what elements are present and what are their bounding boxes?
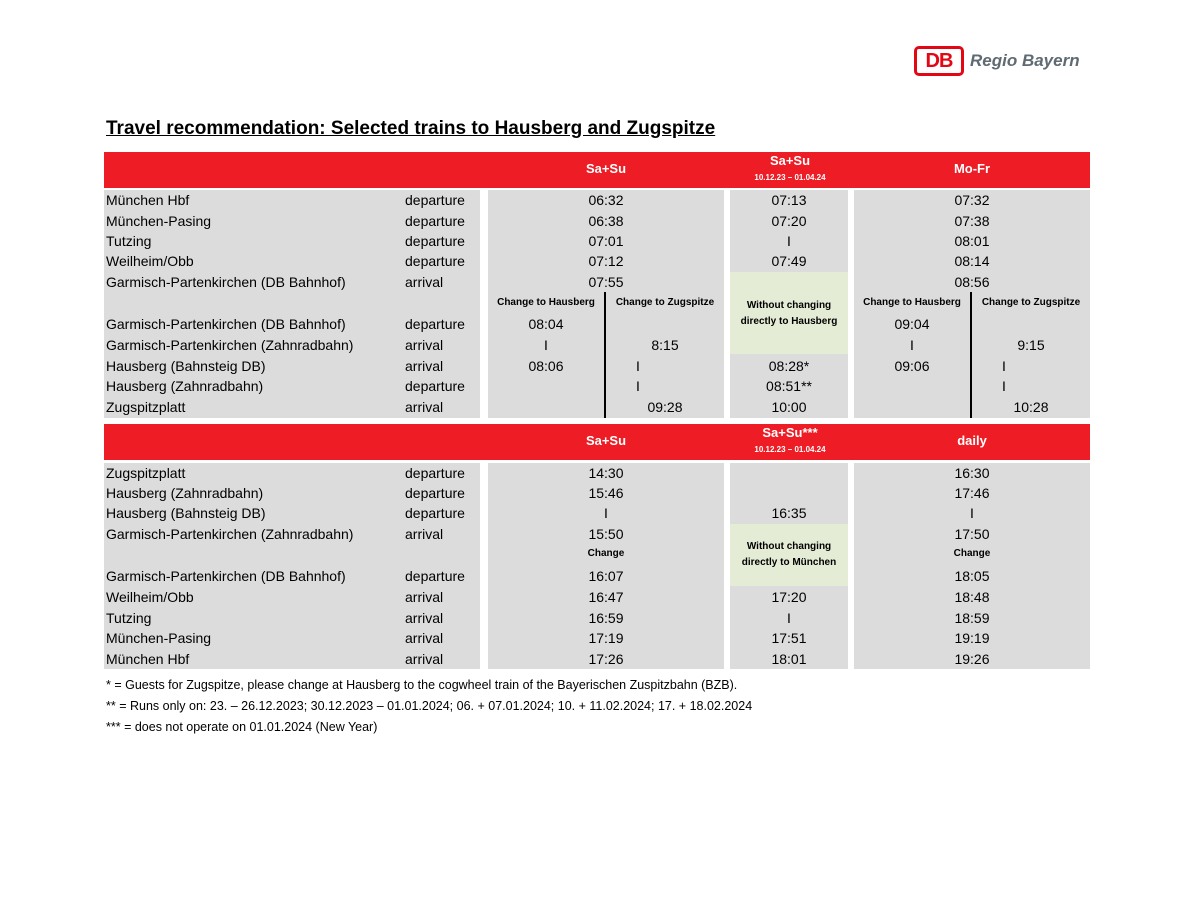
time-cell: 16:35 xyxy=(771,505,807,521)
event-type: departure xyxy=(405,465,465,481)
time-cell: I xyxy=(787,610,791,626)
time-cell: 17:51 xyxy=(771,630,807,646)
header-satsu-winter: Sa+Su*** xyxy=(762,425,818,440)
subheader-change-hausberg: Change to Hausberg xyxy=(863,297,961,308)
time-cell: 07:01 xyxy=(588,233,624,249)
station-label: Tutzing xyxy=(106,610,152,626)
time-cell: 07:12 xyxy=(588,253,624,269)
event-type: departure xyxy=(405,485,465,501)
time-cell: 08:04 xyxy=(528,316,564,332)
event-type: departure xyxy=(405,233,465,249)
time-cell: 17:26 xyxy=(588,651,624,667)
station-label: Garmisch-Partenkirchen (DB Bahnhof) xyxy=(106,568,346,584)
station-label: Weilheim/Obb xyxy=(106,589,194,605)
station-label: München-Pasing xyxy=(106,213,212,229)
header-satsu: Sa+Su xyxy=(585,433,627,448)
time-cell: 19:19 xyxy=(954,630,990,646)
time-cell: 08:51** xyxy=(766,378,812,394)
time-cell: 06:38 xyxy=(588,213,624,229)
time-cell: 08:56 xyxy=(954,274,990,290)
event-type: arrival xyxy=(405,651,444,667)
time-cell: 17:19 xyxy=(588,630,624,646)
time-cell: 16:30 xyxy=(954,465,990,481)
station-label: Garmisch-Partenkirchen (Zahnradbahn) xyxy=(106,526,354,542)
footnote-triple-star: *** = does not operate on 01.01.2024 (New Year) xyxy=(106,720,378,734)
station-label: Hausberg (Zahnradbahn) xyxy=(106,485,264,501)
time-cell: 14:30 xyxy=(588,465,624,481)
station-label: Hausberg (Bahnsteig DB) xyxy=(106,505,266,521)
event-type: departure xyxy=(405,316,465,332)
station-label: Garmisch-Partenkirchen (Zahnradbahn) xyxy=(106,337,354,353)
time-cell: 18:01 xyxy=(771,651,807,667)
time-cell: 09:28 xyxy=(647,399,683,415)
event-type: arrival xyxy=(405,630,444,646)
footnote-double-star: ** = Runs only on: 23. – 26.12.2023; 30.12.2023 – 01.01.2024; 06. + 07.01.2024; 10. + 11.02.2024; 17. + 18.02.2024 xyxy=(106,699,753,713)
direct-muenchen-label: Without changing directly to München xyxy=(741,541,837,568)
time-cell: 10:00 xyxy=(771,399,807,415)
event-type: arrival xyxy=(405,526,444,542)
time-cell: 08:06 xyxy=(528,358,564,374)
subheader-change-hausberg: Change to Hausberg xyxy=(497,297,595,308)
station-label: München-Pasing xyxy=(106,630,212,646)
station-label: Garmisch-Partenkirchen (DB Bahnhof) xyxy=(106,274,346,290)
station-label: Hausberg (Bahnsteig DB) xyxy=(106,358,266,374)
time-cell: 07:20 xyxy=(771,213,807,229)
station-label: München Hbf xyxy=(106,192,190,208)
time-cell: 17:50 xyxy=(954,526,990,542)
event-type: arrival xyxy=(405,589,444,605)
subheader-change: Change xyxy=(953,548,991,559)
event-type: arrival xyxy=(405,337,444,353)
time-cell: 17:46 xyxy=(954,485,990,501)
event-type: arrival xyxy=(405,274,444,290)
time-cell: 17:20 xyxy=(771,589,807,605)
time-cell: 07:38 xyxy=(954,213,990,229)
time-cell: 08:01 xyxy=(954,233,990,249)
time-cell: 19:26 xyxy=(954,651,990,667)
time-cell: I xyxy=(636,378,640,394)
header-satsu-winter-dates: 10.12.23 – 01.04.24 xyxy=(754,445,826,454)
header-daily: daily xyxy=(957,433,987,448)
event-type: arrival xyxy=(405,610,444,626)
time-cell: 18:48 xyxy=(954,589,990,605)
station-label: München Hbf xyxy=(106,651,190,667)
brand-name: Regio Bayern xyxy=(970,51,1080,70)
header-satsu: Sa+Su xyxy=(585,161,627,176)
time-cell: 8:15 xyxy=(651,337,679,353)
time-cell: I xyxy=(970,505,974,521)
direct-hausberg-label: Without changing directly to Hausberg xyxy=(740,300,838,327)
time-cell: 06:32 xyxy=(588,192,624,208)
time-cell: I xyxy=(604,505,608,521)
time-cell: 9:15 xyxy=(1017,337,1045,353)
event-type: departure xyxy=(405,253,465,269)
time-cell: I xyxy=(910,337,914,353)
time-cell: 10:28 xyxy=(1013,399,1049,415)
subheader-change-zugspitze: Change to Zugspitze xyxy=(981,297,1081,308)
time-cell: 16:59 xyxy=(588,610,624,626)
subheader-change: Change xyxy=(587,548,625,559)
time-cell: 08:28* xyxy=(768,358,810,374)
event-type: departure xyxy=(405,505,465,521)
time-cell: 18:05 xyxy=(954,568,990,584)
station-label: Zugspitzplatt xyxy=(106,399,186,415)
time-cell: I xyxy=(1002,358,1006,374)
event-type: departure xyxy=(405,378,465,394)
time-cell: 16:07 xyxy=(588,568,624,584)
event-type: departure xyxy=(405,213,465,229)
header-satsu-winter-dates: 10.12.23 – 01.04.24 xyxy=(754,173,826,182)
event-type: arrival xyxy=(405,399,444,415)
time-cell: I xyxy=(1002,378,1006,394)
event-type: departure xyxy=(405,192,465,208)
footnote-single-star: * = Guests for Zugspitze, please change at Hausberg to the cogwheel train of the Bayerischen Zuspitzbahn (BZB). xyxy=(106,678,738,692)
header-satsu-winter: Sa+Su xyxy=(769,153,811,168)
header-mofr: Mo-Fr xyxy=(953,161,991,176)
time-cell: 16:47 xyxy=(588,589,624,605)
db-logo-icon: DB xyxy=(914,46,964,76)
time-cell: I xyxy=(544,337,548,353)
station-label: Zugspitzplatt xyxy=(106,465,186,481)
event-type: arrival xyxy=(405,358,444,374)
time-cell: I xyxy=(636,358,640,374)
time-cell: 15:46 xyxy=(588,485,624,501)
time-cell: 15:50 xyxy=(588,526,624,542)
station-label: Tutzing xyxy=(106,233,152,249)
station-label: Hausberg (Zahnradbahn) xyxy=(106,378,264,394)
time-cell: 09:04 xyxy=(894,316,930,332)
time-cell: 18:59 xyxy=(954,610,990,626)
station-label: Garmisch-Partenkirchen (DB Bahnhof) xyxy=(106,316,346,332)
page-title: Travel recommendation: Selected trains to Hausberg and Zugspitze xyxy=(106,118,716,139)
station-label: Weilheim/Obb xyxy=(106,253,194,269)
time-cell: 07:13 xyxy=(771,192,807,208)
time-cell: 07:32 xyxy=(954,192,990,208)
time-cell: 08:14 xyxy=(954,253,990,269)
time-cell: 07:49 xyxy=(771,253,807,269)
time-cell: 07:55 xyxy=(588,274,624,290)
event-type: departure xyxy=(405,568,465,584)
subheader-change-zugspitze: Change to Zugspitze xyxy=(615,297,715,308)
time-cell: 09:06 xyxy=(894,358,930,374)
time-cell: I xyxy=(787,233,791,249)
